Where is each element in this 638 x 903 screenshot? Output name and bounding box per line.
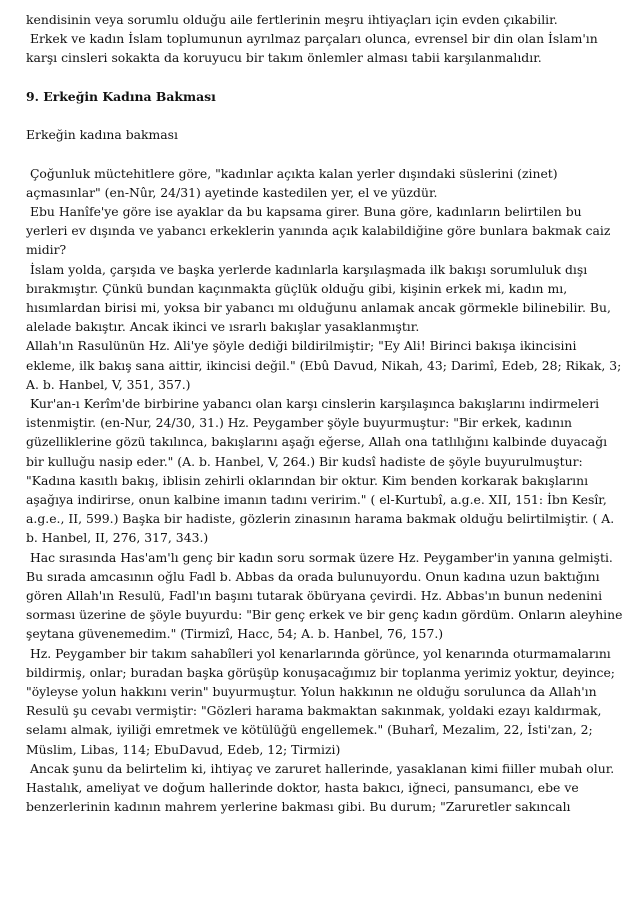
- body-paragraph: Kur'an-ı Kerîm'de birbirine yabancı olan karşı cinslerin karşılaşınca bakışlarını indirmeleri istenmiştir. (en-Nur, 24/30, 31.) Hz. Peygamber şöyle buyurmuştur: "Bir erkek, kadının güzelliklerine gözü takılınca, bakışlarını aşağı eğerse, Allah ona tatlılığını kalbinde duyacağı bir kulluğu nasip eder." (A. b. Hanbel, V, 264.) Bir kudsî hadiste de şöyle buyurulmuştur: "Kadına kasıtlı bakış, iblisin zehirli oklarından bir oktur. Kim benden korkarak bakışlarını aşağıya indirirse, onun kalbine imanın tadını veririm." ( el-Kurtubî, a.g.e. XII, 151: İbn Kesîr, a.g.e., II, 599.) Başka bir hadiste, gözlerin zinasının harama bakmak olduğu belirtilmiştir. ( A. b. Hanbel, II, 276, 317, 343.): [26, 396, 619, 546]
- body-paragraph: Hac sırasında Has'am'lı genç bir kadın soru sormak üzere Hz. Peygamber'in yanına gelmişti. Bu sırada amcasının oğlu Fadl b. Abbas da orada bulunuyordu. Onun kadına uzun baktığını gören Allah'ın Resulü, Fadl'ın başını tutarak öbüryana çevirdi. Hz. Abbas'ın bunun nedenini sorması üzerine de şöyle buyurdu: "Bir genç erkek ve bir genç kadın gördüm. Onların aleyhine şeytana güvenemedim." (Tirmizî, Hacc, 54; A. b. Hanbel, 76, 157.): [26, 549, 627, 642]
- spacer: [26, 68, 624, 87]
- body-paragraph: İslam yolda, çarşıda ve başka yerlerde kadınlarla karşılaşmada ilk bakışı sorumluluk dışı bırakmıştır. Çünkü bundan kaçınmakta güçlük olduğu gibi, kişinin erkek mi, kadın mı, hısımlardan birisi mi, yoksa bir yabancı mı olduğunu anlamak ancak görmekle bilinebilir. Bu, alelade bakıştır. Ancak ikinci ve ısrarlı bakışlar yasaklanmıştır.: [26, 261, 615, 335]
- intro-paragraph-2: Erkek ve kadın İslam toplumunun ayrılmaz parçaları olunca, evrensel bir din olan İslam'ın karşı cinsleri sokakta da koruyucu bir takım önlemler alması tabii karşılanmalıdır.: [26, 31, 602, 66]
- section-heading: 9. Erkeğin Kadına Bakması: [26, 88, 216, 104]
- section-subheading: Erkeğin kadına bakması: [26, 127, 179, 143]
- body-paragraph: Hz. Peygamber bir takım sahabîleri yol kenarlarında görünce, yol kenarında oturmamalarını bildirmiş, onlar; buradan başka görüşüp konuşacağımız bir toplanma yerimiz yoktur, deyince; "öyleyse yolun hakkını verin" buyurmuştur. Yolun hakkının ne olduğu sorulunca da Allah'ın Resulü şu cevabı vermiştir: "Gözleri harama bakmaktan sakınmak, yoldaki ezayı kaldırmak, selamı almak, iyiliği emretmek ve kötülüğü engellemek." (Buharî, Mezalim, 22, İsti'zan, 2; Müslim, Libas, 114; EbuDavud, Edeb, 12; Tirmizi): [26, 645, 619, 757]
- body-paragraph: Allah'ın Rasulünün Hz. Ali'ye şöyle dediği bildirilmiştir; "Ey Ali! Birinci bakışa ikincisini ekleme, ilk bakış sana aittir, ikincisi değil." (Ebû Davud, Nikah, 43; Darimî, Edeb, 28; Rikak, 3; A. b. Hanbel, V, 351, 357.): [26, 338, 626, 392]
- spacer: [26, 106, 624, 125]
- intro-line-1: kendisinin veya sorumlu olduğu aile fertlerinin meşru ihtiyaçları için evden çıkabilir.: [26, 12, 558, 27]
- body-paragraph: Çoğunluk müctehitlere göre, "kadınlar açıkta kalan yerler dışındaki süslerini (zinet) açmasınlar" (en-Nûr, 24/31) ayetinde kastedilen yer, el ve yüzdür.: [26, 165, 562, 200]
- body-paragraph: Ancak şunu da belirtelim ki, ihtiyaç ve zaruret hallerinde, yasaklanan kimi fiiller mubah olur. Hastalık, ameliyat ve doğum hallerinde doktor, hasta bakıcı, iğneci, pansumancı, ebe ve benzerlerinin kadının mahrem yerlerine bakması gibi. Bu durum; "Zaruretler sakıncalı: [26, 760, 619, 815]
- spacer: [26, 144, 624, 163]
- body-paragraph: Ebu Hanîfe'ye göre ise ayaklar da bu kapsama girer. Buna göre, kadınların belirtilen bu yerleri ev dışında ve yabancı erkeklerin yanında açık kalabildiğine göre bunlara bakmak caiz midir?: [26, 203, 615, 258]
